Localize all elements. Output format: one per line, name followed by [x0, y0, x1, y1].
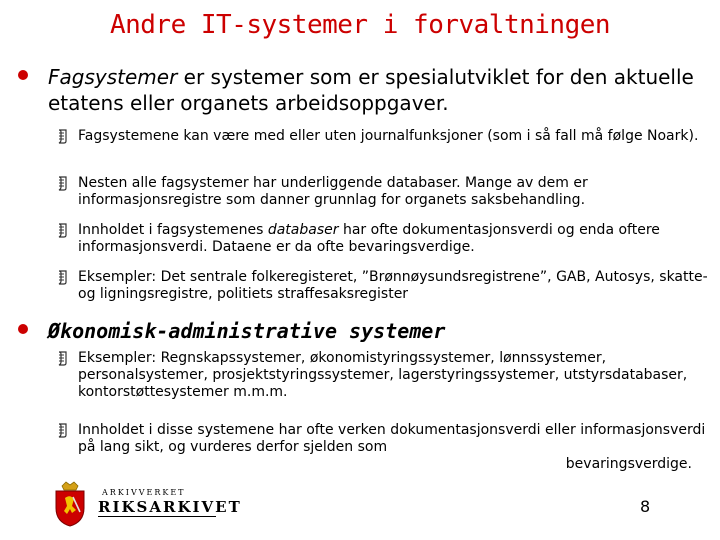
riksarkivet-text: RIKSARKIVET — [98, 498, 242, 516]
sub-bullet-innholdet: Innholdet i fagsystemenes databaser har ofte dokumentasjonsverdi og enda oftere informasjonsverdi. Dataene er da ofte bevaringsverdige. — [58, 222, 708, 256]
scroll-icon — [58, 270, 68, 285]
sub-bullet-eksempler-okonomi: Eksempler: Regnskapssystemer, økonomistyringssystemer, lønnssystemer, personalsystemer, prosjektstyringssystemer, lagerstyringssystemer, utstyrsdatabaser, kontorstøttesystemer m.m.m. — [58, 350, 708, 401]
scroll-icon — [58, 423, 68, 438]
sub-bullet-eksempler: Eksempler: Det sentrale folkeregisteret, ”Brønnøysundsregistrene”, GAB, Autosys, skatte- og ligningsregistre, politiets straffesaksregister — [58, 269, 708, 303]
sub-bullet-innholdet-okonomi: Innholdet i disse systemene har ofte verken dokumentasjonsverdi eller informasjonsverdi på lang sikt, og vurderes derfor sjelden som bevaringsverdige. — [58, 422, 708, 473]
red-dot-bullet-icon — [18, 70, 28, 80]
bullet-okonomisk-administrative — [18, 318, 708, 344]
scroll-icon — [58, 176, 68, 191]
scroll-icon — [58, 223, 68, 238]
sub-bullet-databaser: Nesten alle fagsystemer har underliggende databaser. Mange av dem er informasjonsregistre som danner grunnlag for organets saksbehandling. — [58, 175, 708, 209]
red-dot-bullet-icon — [18, 324, 28, 334]
logo-rule — [98, 516, 216, 517]
sub-bullet-journal: Fagsystemene kan være med eller uten journalfunksjoner (som i så fall må følge Noark). — [58, 128, 708, 145]
scroll-icon — [58, 129, 68, 144]
page-number: 8 — [640, 497, 651, 516]
riksarkivet-logo — [50, 480, 240, 530]
section-heading: Økonomisk-administrative systemer — [48, 319, 446, 343]
arkivverket-text: ARKIVVERKET — [102, 488, 186, 497]
norwegian-coat-of-arms-icon — [50, 480, 90, 528]
bullet-fagsystemer — [18, 64, 708, 116]
scroll-icon — [58, 351, 68, 366]
slide-title: Andre IT-systemer i forvaltningen — [109, 10, 611, 40]
fagsystemer-definition: er systemer som er spesialutviklet for den aktuelle etatens eller organets arbeidsoppgaver. — [48, 65, 694, 115]
fagsystemer-emphasis: Fagsystemer — [48, 65, 178, 89]
